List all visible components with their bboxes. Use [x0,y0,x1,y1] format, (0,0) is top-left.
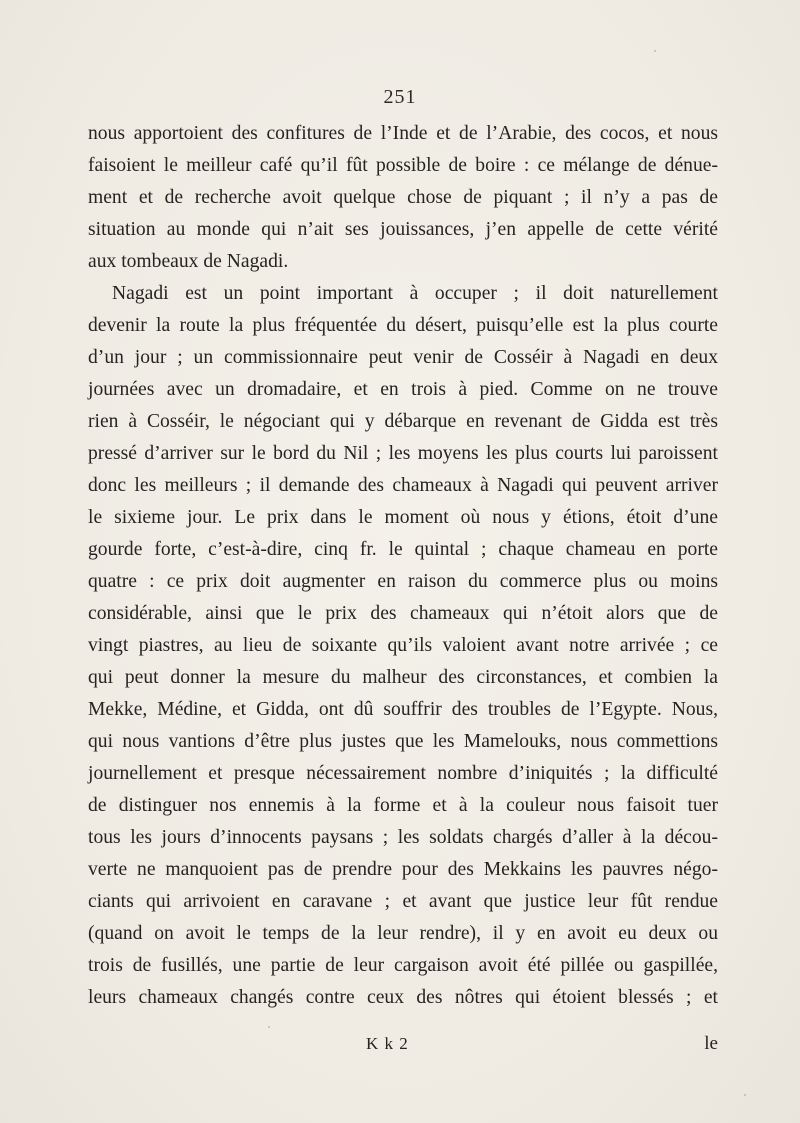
text-line: ment et de recherche avoit quelque chose de piquant ; il n’y a pas de [88,187,718,208]
text-line: gourde forte, c’est-à-dire, cinq fr. le quintal ; chaque chameau en porte [88,539,718,560]
text-line: (quand on avoit le temps de la leur rendre), il y en avoit eu deux ou [88,923,718,944]
text-line: de distinguer nos ennemis à la forme et à la couleur nous faisoit tuer [88,795,718,816]
body-text [88,118,718,1014]
text-line: quatre : ce prix doit augmenter en raison du commerce plus ou moins [88,571,718,592]
text-line: pressé d’arriver sur le bord du Nil ; les moyens les plus courts lui paroissent [88,443,718,464]
text-line: considérable, ainsi que le prix des chameaux qui n’étoit alors que de [88,603,718,624]
text-line: journellement et presque nécessairement nombre d’iniquités ; la difficulté [88,763,718,784]
text-line: journées avec un dromadaire, et en trois à pied. Comme on ne trouve [88,379,718,400]
text-line: trois de fusillés, une partie de leur cargaison avoit été pillée ou gaspillée, [88,955,718,976]
text-line: leurs chameaux changés contre ceux des nôtres qui étoient blessés ; et [88,987,718,1008]
paper-speck [268,1026,270,1028]
text-line: nous apportoient des confitures de l’Inde et de l’Arabie, des cocos, et nous [88,123,718,144]
text-line: d’un jour ; un commissionnaire peut venir de Cosséir à Nagadi en deux [88,347,718,368]
text-line: Mekke, Médine, et Gidda, ont dû souffrir des troubles de l’Egypte. Nous, [88,699,718,720]
paper-speck [654,50,656,52]
text-line: qui nous vantions d’être plus justes que les Mamelouks, nous commettions [88,731,718,752]
text-line: ciants qui arrivoient en caravane ; et avant que justice leur fût rendue [88,891,718,912]
page-number: 251 [383,86,417,108]
text-line: Nagadi est un point important à occuper ; il doit naturellement [112,283,718,304]
text-line: vingt piastres, au lieu de soixante qu’ils valoient avant notre arrivée ; ce [88,635,718,656]
text-line: tous les jours d’innocents paysans ; les soldats chargés d’aller à la décou- [88,827,718,848]
signature-mark: K k 2 [366,1034,409,1053]
text-line: situation au monde qui n’ait ses jouissances, j’en appelle de cette vérité [88,219,718,240]
text-line: devenir la route la plus fréquentée du désert, puisqu’elle est la plus courte [88,315,718,336]
catchword: le [704,1033,718,1054]
text-line: qui peut donner la mesure du malheur des circonstances, et combien la [88,667,718,688]
paper-speck [744,1094,746,1096]
page-footer [88,1028,718,1060]
text-line: donc les meilleurs ; il demande des chameaux à Nagadi qui peuvent arriver [88,475,718,496]
text-line: rien à Cosséir, le négociant qui y débarque en revenant de Gidda est très [88,411,718,432]
text-line: le sixieme jour. Le prix dans le moment où nous y étions, étoit d’une [88,507,718,528]
text-line: verte ne manquoient pas de prendre pour des Mekkains les pauvres négo- [88,859,718,880]
text-line: aux tombeaux de Nagadi. [88,251,289,272]
text-line: faisoient le meilleur café qu’il fût possible de boire : ce mélange de dénue- [88,155,718,176]
